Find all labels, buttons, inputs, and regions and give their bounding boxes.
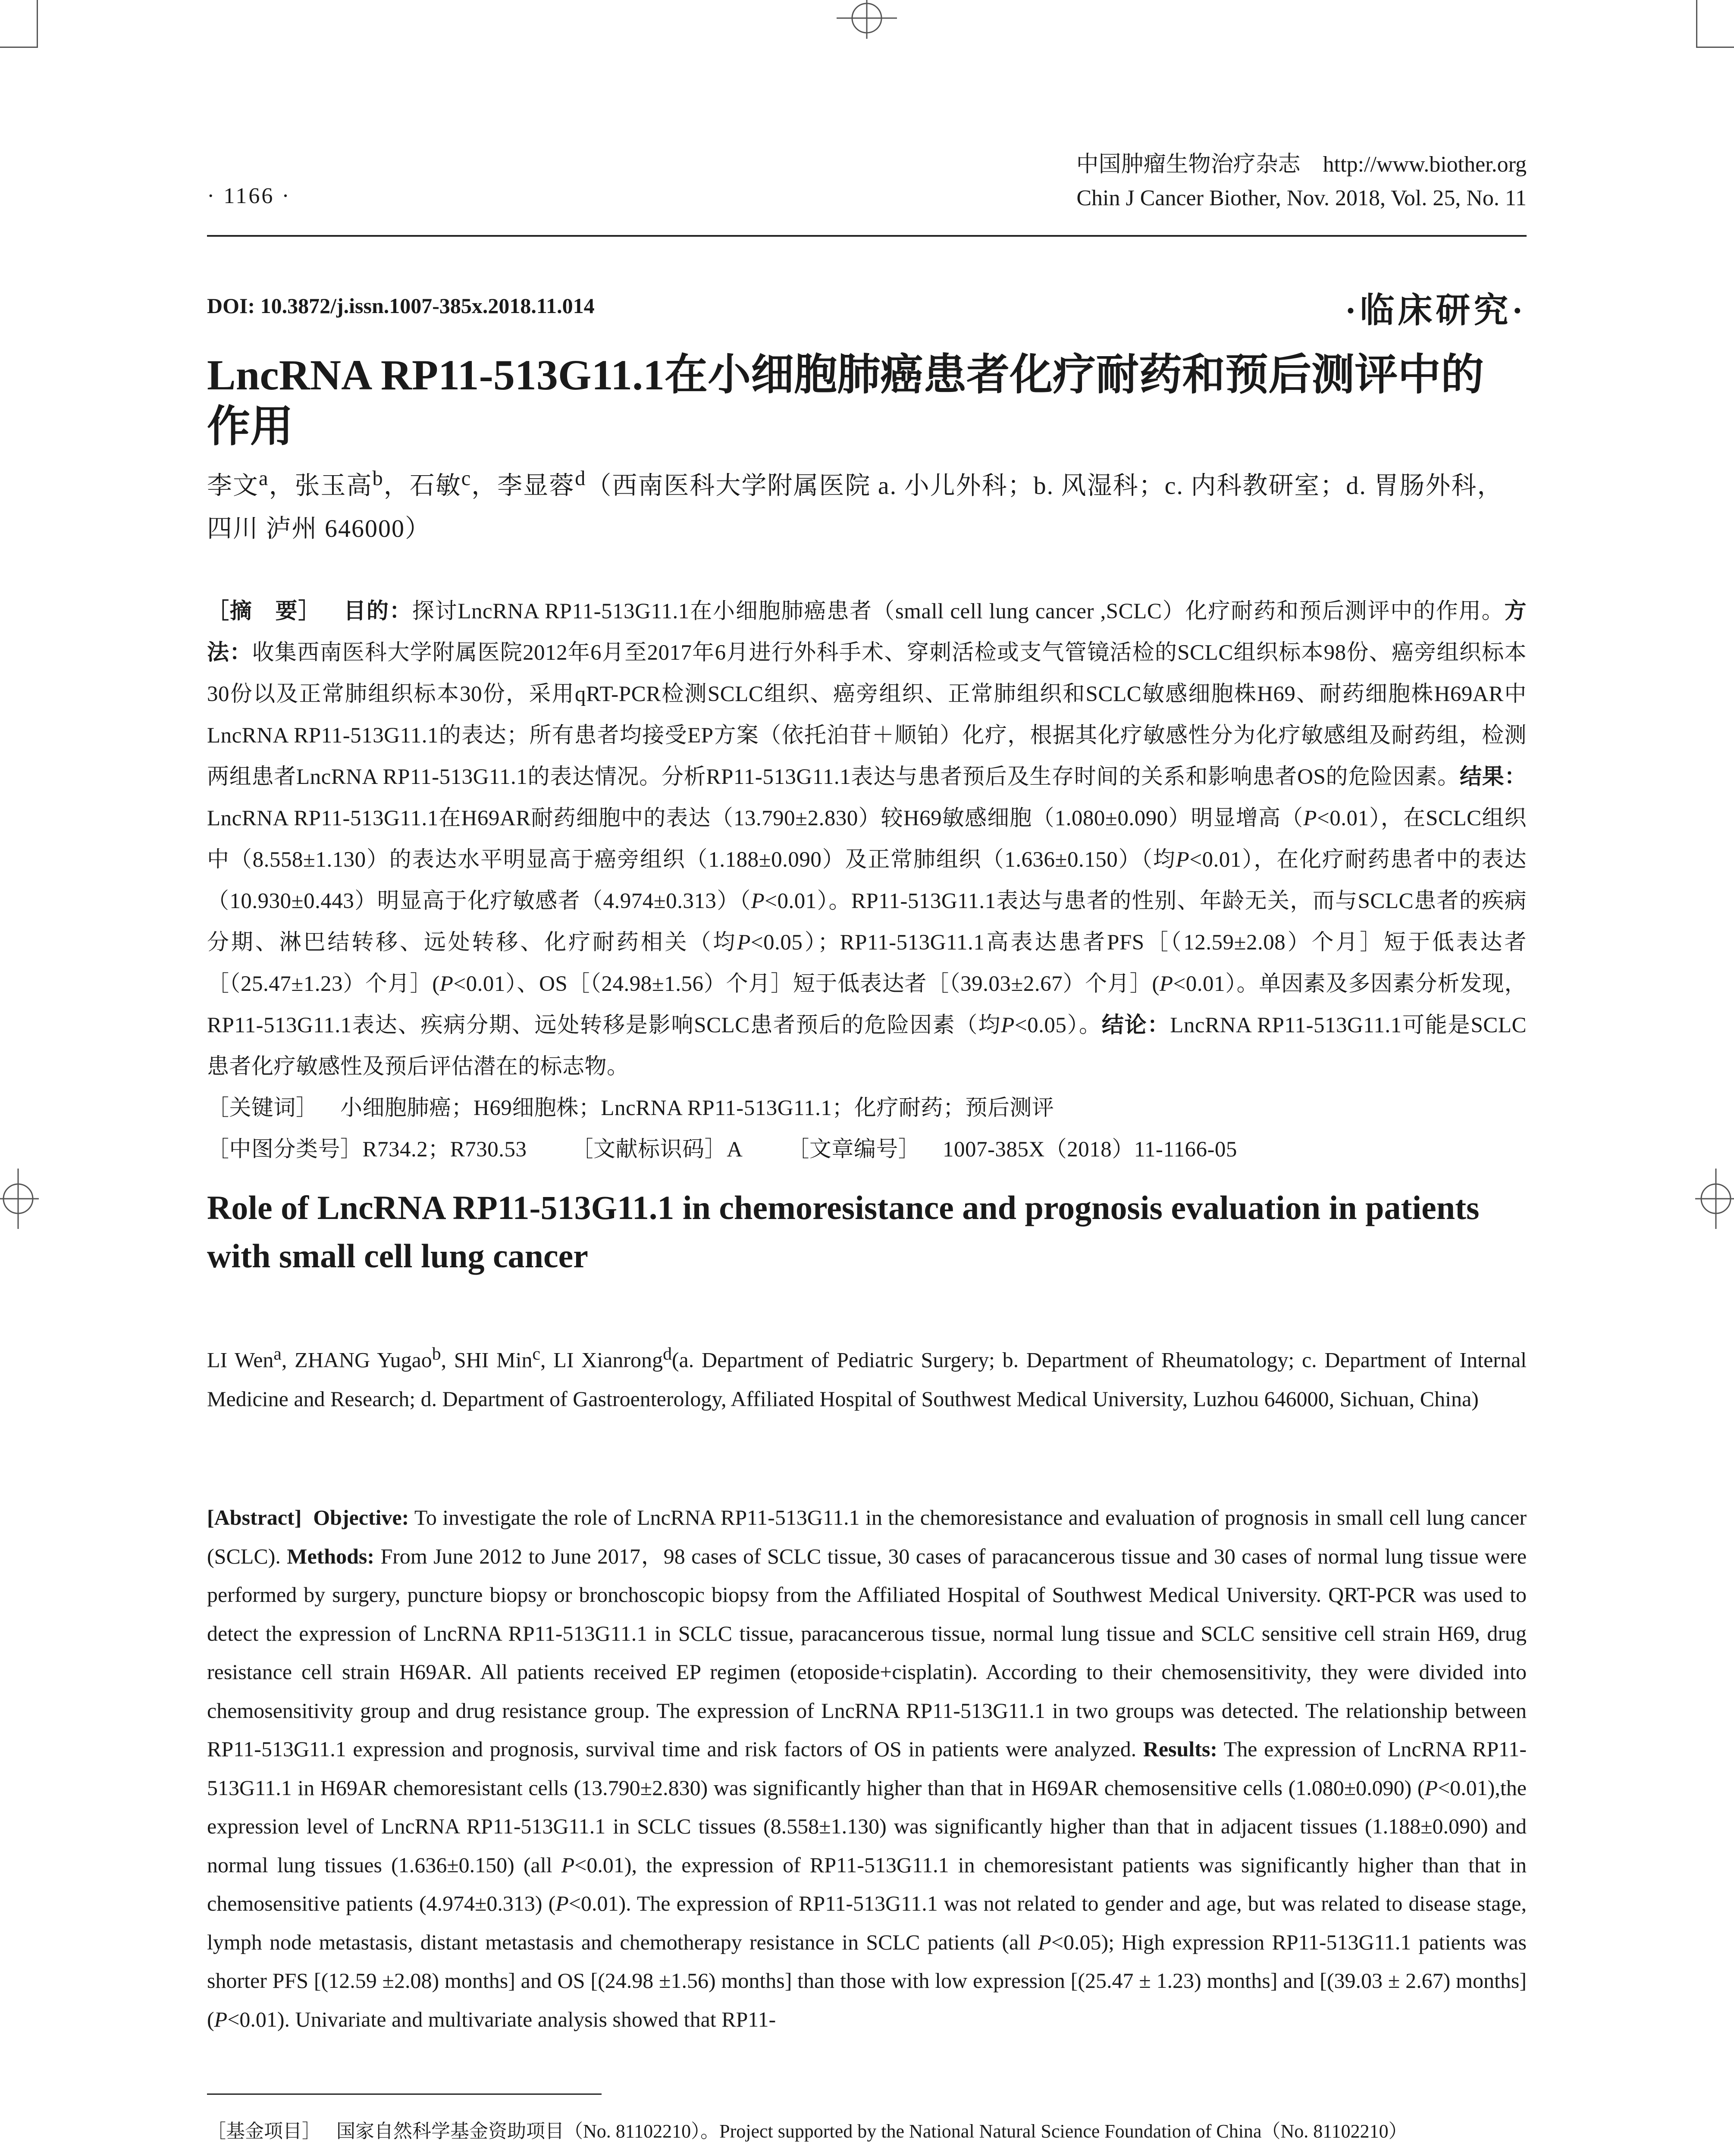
footnote-funding — [207, 2113, 1527, 2150]
doi: DOI: 10.3872/j.issn.1007-385x.2018.11.014 — [207, 294, 595, 318]
p-symbol: P — [737, 931, 751, 955]
conclusion-text: LncRNA RP11-513G11.1可能是SCLC患者化疗敏感性及预后评估潜在的标志物。 — [207, 1013, 1527, 1079]
results-text: <0.01),the expression level of LncRNA RP11-513G11.1 in SCLC tissues (8.558±1.130) was significantly higher than that in adjacent tissues (1.188±0.090) and normal lung tissues (1.636±0.150) (all — [207, 1775, 1527, 1877]
journal-header-en: Chin J Cancer Biother, Nov. 2018, Vol. 25, No. 11 — [1076, 186, 1527, 210]
journal-url[interactable]: http://www.biother.org — [1323, 152, 1527, 177]
p-symbol: P — [1159, 972, 1173, 996]
footnote-text: 国家自然科学基金资助项目（No. 81102210）。Project supported by the National Natural Science Foundation of China（No. 81102210） — [336, 2121, 1408, 2142]
author-name: LI Wen — [207, 1348, 274, 1372]
article-no-label: ［文章编号］ — [787, 1138, 921, 1162]
registration-mark-top — [832, 0, 901, 39]
p-symbol: P — [1001, 1013, 1015, 1037]
clc-value: R734.2；R730.53 — [362, 1138, 527, 1162]
crop-mark — [1696, 0, 1697, 47]
abstract-label: ［摘 要］ — [207, 599, 321, 624]
results-text: <0.05); High expression RP11-513G11.1 patients was shorter PFS [(12.59 ±2.08) months] and OS [(24.98 ±1.56) months] than those with low expression [(25.47 ± 1.23) months] and [(39.03 ± 2.67) months] ( — [207, 1930, 1527, 2031]
objective-label: 目的： — [343, 599, 412, 624]
p-symbol: P — [1424, 1775, 1438, 1800]
author-mark: c — [461, 467, 472, 490]
author-name: 张玉高 — [295, 471, 373, 500]
abstract-cn — [207, 591, 1527, 1170]
objective-label: Objective: — [313, 1505, 409, 1529]
author-mark: c — [532, 1344, 541, 1364]
results-text: <0.01）。RP11-513G11.1表达与患者的性别、年龄无关，而与SCLC患者的疾病分期、淋巴结转移、远处转移、化疗耐药相关（均 — [207, 889, 1527, 955]
authors-en: LI Wen$^a$, ZHANG Yugao$^b$, SHI Min$^c$, LI Xianrong$^d$(a. Department of Pediatric Surgery; b. Department of Rheumatology; c. Department of Internal Medicine and Research; d. Department of Gastroenterology, Affiliated Hospital of Southwest Medical University, Luzhou 646000, Sichuan, China) — [207, 1344, 1527, 1411]
author-mark: a — [273, 1344, 282, 1364]
footnote-label: ［基金项目］ — [207, 2121, 321, 2142]
page-number: · 1166 · — [207, 184, 291, 208]
results-label: 结果： — [1460, 765, 1527, 789]
footnote-text — [336, 2150, 1527, 2156]
keywords-label: ［关键词］ — [207, 1096, 318, 1120]
methods-text: 收集西南医科大学附属医院2012年6月至2017年6月进行外科手术、穿刺活检或支气管镜活检的SCLC组织标本98份、癌旁组织标本30份以及正常肺组织标本30份，采用qRT-PCR检测SCLC组织、癌旁组织、正常肺组织和SCLC敏感细胞株H69、耐药细胞株H69AR中LncRNA RP11-513G11.1的表达；所有患者均接受EP方案（依托泊苷＋顺铂）化疗，根据其化疗敏感性分为化疗敏感组及耐药组，检测两组患者LncRNA RP11-513G11.1的表达情况。分析RP11-513G11.1表达与患者预后及生存时间的关系和影响患者OS的危险因素。 — [207, 641, 1527, 789]
section-tag: ·临床研究· — [1345, 292, 1527, 330]
affiliation-en: (a. Department of Pediatric Surgery; b. Department of Rheumatology; c. Department of Internal Medicine and Research; d. Department of Gastroenterology, Affiliated Hospital of Southwest Medical University, Luzhou 646000, Sichuan, China) — [207, 1348, 1527, 1411]
keywords-text: 小细胞肺癌；H69细胞株；LncRNA RP11-513G11.1；化疗耐药；预后测评 — [340, 1096, 1054, 1120]
p-symbol: P — [561, 1852, 575, 1877]
p-symbol: P — [751, 889, 765, 913]
title-cn: LncRNA RP11-513G11.1在小细胞肺癌患者化疗耐药和预后测评中的作用 — [207, 351, 1484, 451]
crop-mark — [1696, 47, 1734, 48]
objective-text: 探讨LncRNA RP11-513G11.1在小细胞肺癌患者（small cell lung cancer ,SCLC）化疗耐药和预后测评中的作用。 — [412, 599, 1505, 624]
results-text: <0.05）。 — [1014, 1013, 1102, 1037]
methods-label: Methods: — [287, 1544, 375, 1568]
results-label: Results: — [1143, 1737, 1217, 1761]
p-symbol: P — [439, 972, 454, 996]
classification-cn — [207, 1129, 1527, 1170]
conclusion-label: 结论： — [1101, 1013, 1170, 1037]
objective-text: To investigate the role of LncRNA RP11-513G11.1 in the chemoresistance and evaluation of prognosis in small cell lung cancer (SCLC). — [207, 1505, 1527, 1568]
footnote-divider — [207, 2093, 602, 2095]
footnote-label — [207, 2150, 336, 2156]
results-text: <0.01). The expression of RP11-513G11.1 was not related to gender and age, but was related to disease stage, lymph node metastasis, distant metastasis and chemotherapy resistance in SCLC patients (all — [207, 1891, 1527, 1954]
author-mark: d — [663, 1344, 672, 1364]
results-text: LncRNA RP11-513G11.1在H69AR耐药细胞中的表达（13.790±2.830）较H69敏感细胞（1.080±0.090）明显增高（ — [207, 806, 1304, 830]
crop-mark — [37, 0, 38, 47]
location-cn: 四川 泸州 646000） — [207, 514, 431, 543]
abstract-en — [207, 1498, 1527, 2039]
author-name: ZHANG Yugao — [295, 1348, 432, 1372]
registration-mark-right — [1695, 1164, 1734, 1233]
author-mark: b — [372, 467, 384, 490]
p-symbol: P — [1038, 1930, 1051, 1954]
results-text: <0.01). Univariate and multivariate analysis showed that RP11- — [227, 2007, 776, 2031]
author-mark: d — [575, 467, 586, 490]
journal-header-cn — [949, 146, 1527, 178]
doc-code-label: ［文献标识码］ — [571, 1138, 727, 1162]
p-symbol: P — [214, 2007, 228, 2031]
journal-name-cn: 中国肿瘤生物治疗杂志 — [1076, 152, 1301, 177]
methods-text: From June 2012 to June 2017，98 cases of SCLC tissue, 30 cases of paracancerous tissue and 30 cases of normal lung tissue were performed by surgery, puncture biopsy or bronchoscopic biopsy from the Affiliated Hospital of Southwest Medical University. QRT-PCR was used to detect the expression of LncRNA RP11-513G11.1 in SCLC tissue, paracancerous tissue, normal lung tissue and SCLC sensitive cell strain H69, drug resistance cell strain H69AR. All patients received EP regimen (etoposide+cisplatin). According to their chemosensitivity, they were divided into chemosensitivity group and drug resistance group. The expression of LncRNA RP11-513G11.1 in two groups was detected. The relationship between RP11-513G11.1 expression and prognosis, survival time and risk factors of OS in patients were analyzed. — [207, 1544, 1527, 1761]
p-symbol: P — [1176, 848, 1190, 872]
crop-mark — [0, 47, 38, 48]
results-text: <0.01）。单因素及多因素分析发现，RP11-513G11.1表达、疾病分期、远处转移是影响SCLC患者预后的危险因素（均 — [207, 972, 1527, 1037]
author-name: 石敏 — [409, 471, 461, 500]
methods-label: 方法： — [207, 599, 1527, 665]
results-text: The expression of LncRNA RP11-513G11.1 in H69AR chemoresistant cells (13.790±2.830) was significantly higher than that in H69AR chemosensitive cells (1.080±0.090) ( — [207, 1737, 1527, 1800]
authors-cn: 李文$^a$，张玉高$^b$，石敏$^c$，李显蓉$^d$（西南医科大学附属医院 a. 小儿外科；b. 风湿科；c. 内科教研室；d. 胃肠外科， 四川 泸州 646000） — [207, 467, 1503, 543]
p-symbol: P — [555, 1891, 569, 1915]
results-text: <0.01），在化疗耐药患者中的表达（10.930±0.443）明显高于化疗敏感者（4.974±0.313）（ — [207, 848, 1527, 913]
keywords-cn — [207, 1087, 1527, 1129]
registration-mark-left — [0, 1164, 39, 1233]
results-text: <0.01），在SCLC组织中（8.558±1.130）的表达水平明显高于癌旁组织（1.188±0.090）及正常肺组织（1.636±0.150）（均 — [207, 806, 1527, 872]
author-name: SHI Min — [454, 1348, 533, 1372]
author-name: 李显蓉 — [497, 471, 575, 500]
header-divider — [207, 235, 1527, 237]
title-en: Role of LncRNA RP11-513G11.1 in chemoresistance and prognosis evaluation in patients with small cell lung cancer — [207, 1189, 1480, 1275]
p-symbol: P — [1303, 806, 1317, 830]
footnotes — [207, 2113, 1527, 2156]
results-text: <0.01）、OS［（24.98±1.56）个月］短于低表达者［（39.03±2.67）个月］( — [453, 972, 1160, 996]
doc-code-value: A — [727, 1138, 743, 1162]
article-no-value: 1007-385X（2018）11-1166-05 — [942, 1138, 1237, 1162]
author-name: 李文 — [207, 471, 259, 500]
affiliation-cn: （西南医科大学附属医院 a. 小儿外科；b. 风湿科；c. 内科教研室；d. 胃肠外科， — [586, 471, 1503, 500]
abstract-cn-body — [207, 591, 1527, 1087]
results-text: <0.05）；RP11-513G11.1高表达患者PFS［（12.59±2.08）个月］短于低表达者［（25.47±1.23）个月］( — [207, 931, 1527, 996]
footnote-author-bio — [207, 2150, 1527, 2156]
author-name: LI Xianrong — [553, 1348, 663, 1372]
results-text: <0.01), the expression of RP11-513G11.1 in chemoresistant patients was significantly higher than that in chemosensitive patients (4.974±0.313) ( — [207, 1852, 1527, 1915]
author-mark: b — [432, 1344, 441, 1364]
clc-label: ［中图分类号］ — [207, 1138, 363, 1162]
author-mark: a — [259, 467, 269, 490]
abstract-label: [Abstract] — [207, 1505, 302, 1529]
